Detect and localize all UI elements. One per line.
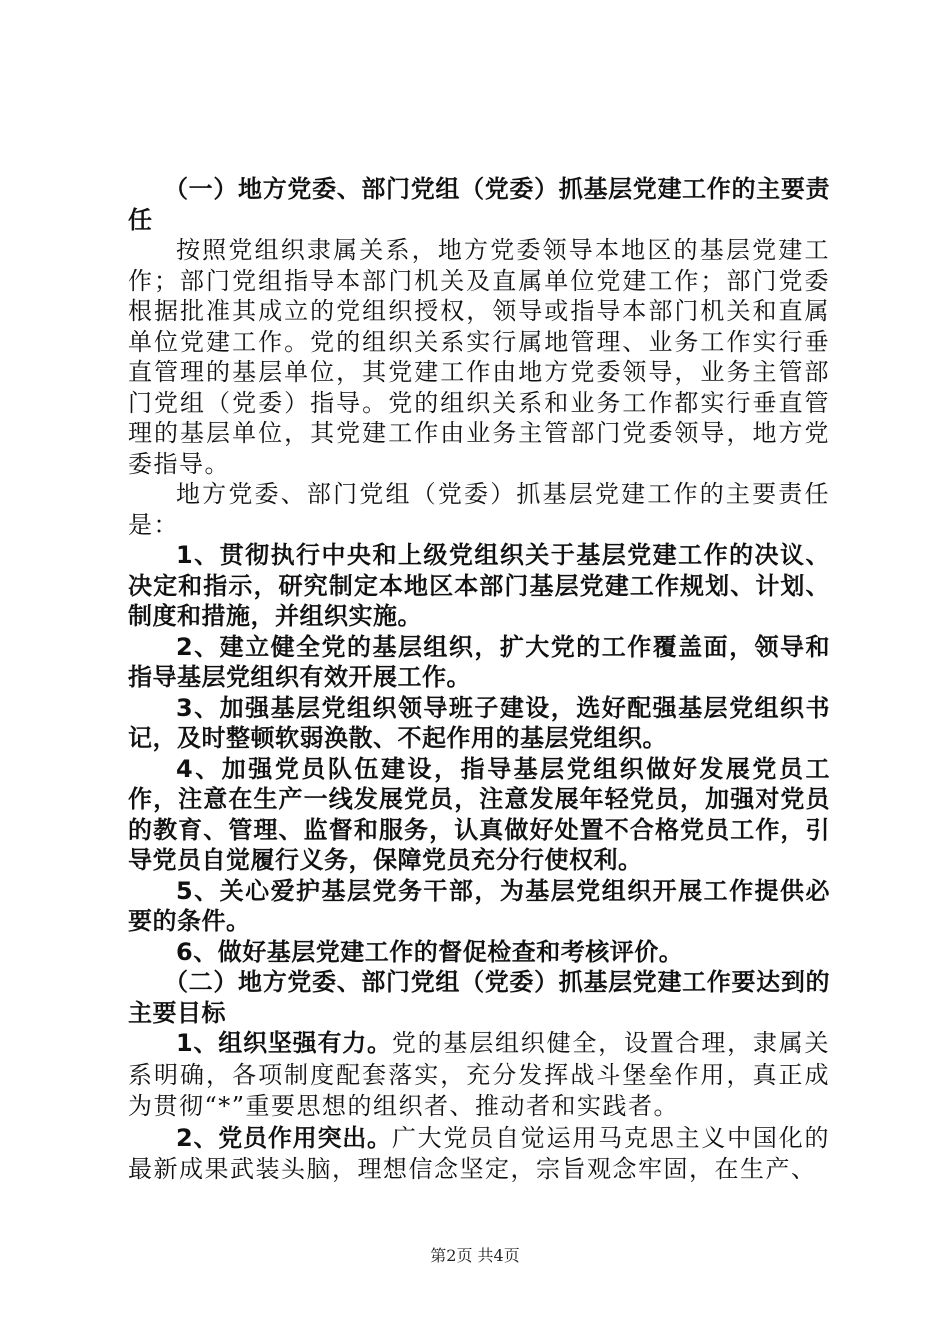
section-heading-1: （一）地方党委、部门党组（党委）抓基层党建工作的主要责任	[128, 175, 830, 234]
document-body	[128, 174, 830, 1186]
section-heading-2: （二）地方党委、部门党组（党委）抓基层党建工作要达到的主要目标	[128, 968, 830, 1027]
list-item-5: 5、关心爱护基层党务干部，为基层党组织开展工作提供必要的条件。	[128, 876, 830, 935]
list-item-2: 2、建立健全党的基层组织，扩大党的工作覆盖面，领导和指导基层党组织有效开展工作。	[128, 632, 830, 691]
list-item-6: 6、做好基层党建工作的督促检查和考核评价。	[176, 937, 684, 966]
list-item-4: 4、加强党员队伍建设，指导基层党组织做好发展党员工作，注意在生产一线发展党员，注意发展年轻党员，加强对党员的教育、管理、监督和服务，认真做好处置不合格党员工作，引导党员自觉履行义务，保障党员充分行使权利。	[128, 754, 830, 874]
list-item-3: 3、加强基层党组织领导班子建设，选好配强基层党组织书记，及时整顿软弱涣散、不起作用的基层党组织。	[128, 693, 830, 752]
paragraph-organization-relations: 按照党组织隶属关系，地方党委领导本地区的基层党建工作；部门党组指导本部门机关及直属单位党建工作；部门党委根据批准其成立的党组织授权，领导或指导本部门机关和直属单位党建工作。党的组织关系实行属地管理、业务工作实行垂直管理的基层单位，其党建工作由地方党委领导，业务主管部门党组（党委）指导。党的组织关系和业务工作都实行垂直管理的基层单位，其党建工作由业务主管部门党委领导，地方党委指导。	[128, 236, 830, 478]
goal-item-2-text: 广大党员自觉运用马克思主义中国化的最新成果武装头脑，理想信念坚定，宗旨观念牢固，在生产、	[128, 1123, 830, 1183]
goal-item-2-lead: 2、党员作用突出。	[176, 1123, 392, 1152]
page-number-footer: 第2页 共4页	[430, 1246, 520, 1265]
goal-item-1	[128, 1028, 830, 1123]
paragraph-main-responsibilities-intro: 地方党委、部门党组（党委）抓基层党建工作的主要责任是：	[128, 480, 830, 539]
list-item-1: 1、贯彻执行中央和上级党组织关于基层党建工作的决议、决定和指示，研究制定本地区本部门基层党建工作规划、计划、制度和措施，并组织实施。	[128, 541, 830, 630]
goal-item-1-lead: 1、组织坚强有力。	[176, 1029, 392, 1057]
goal-item-1-text: 党的基层组织健全，设置合理，隶属关系明确，各项制度配套落实，充分发挥战斗堡垒作用，真正成为贯彻“*”重要思想的组织者、推动者和实践者。	[128, 1029, 830, 1120]
goal-item-2	[128, 1123, 830, 1186]
